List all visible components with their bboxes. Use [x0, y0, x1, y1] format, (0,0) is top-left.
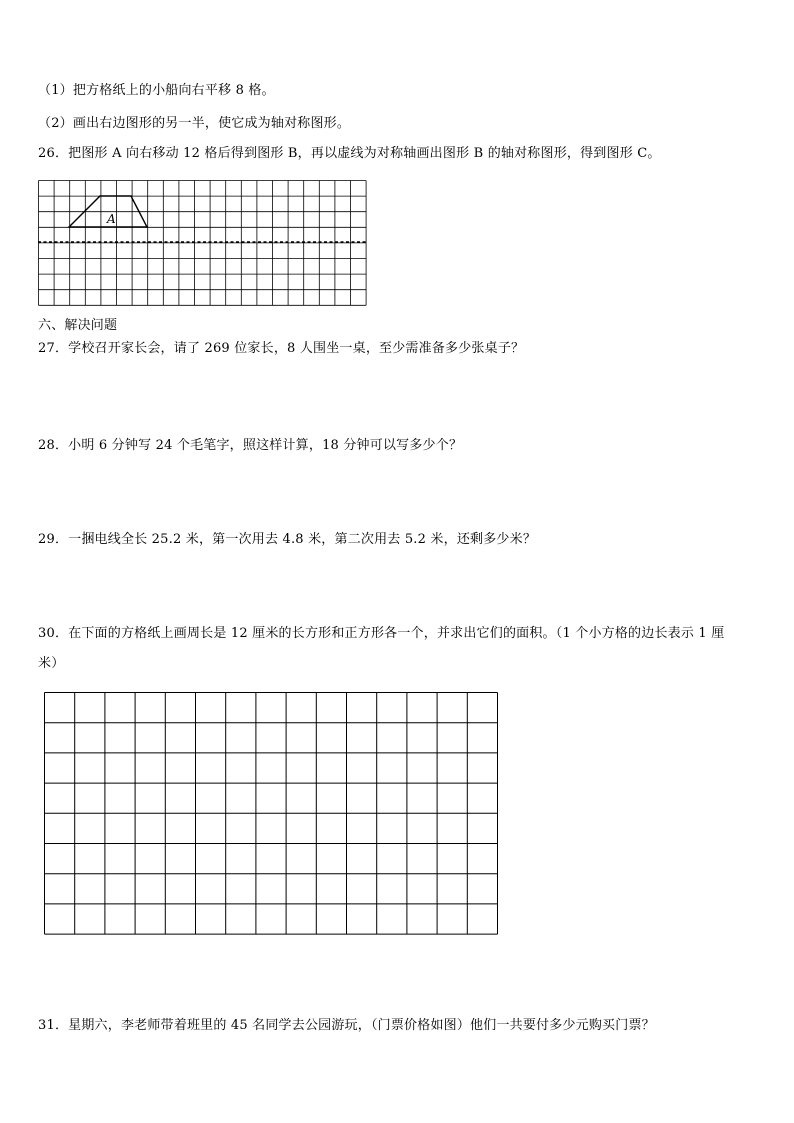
sub-question-1: （1）把方格纸上的小船向右平移 8 格。 — [38, 83, 275, 98]
grid-lines — [45, 693, 498, 935]
question-26: 26．把图形 A 向右移动 12 格后得到图形 B，再以虚线为对称轴画出图形 B 的轴对称图形，得到图形 C。 — [38, 146, 661, 161]
question-26-figure — [38, 180, 368, 306]
question-29: 29．一捆电线全长 25.2 米，第一次用去 4.8 米，第二次用去 5.2 米，还剩多少米？ — [38, 532, 537, 547]
question-31: 31．星期六，李老师带着班里的 45 名同学去公园游玩，（门票价格如图）他们一共要付多少元购买门票？ — [38, 1018, 655, 1033]
question-30-line-1: 30．在下面的方格纸上画周长是 12 厘米的长方形和正方形各一个，并求出它们的面积。（1 个小方格的边长表示 1 厘 — [38, 626, 725, 641]
question-26-grid — [38, 180, 368, 310]
question-30-graph-paper — [44, 692, 502, 938]
question-30-line-2: 米） — [38, 656, 65, 671]
question-28: 28．小明 6 分钟写 24 个毛笔字，照这样计算，18 分钟可以写多少个？ — [38, 438, 463, 453]
question-27: 27．学校召开家长会，请了 269 位家长，8 人围坐一桌，至少需准备多少张桌子？ — [38, 341, 525, 356]
section-heading: 六、解决问题 — [38, 318, 118, 333]
shape-a-label: A — [107, 212, 116, 226]
sub-question-2: （2）画出右边图形的另一半，使它成为轴对称图形。 — [38, 116, 351, 131]
question-30-grid — [44, 692, 502, 942]
grid-lines — [39, 181, 367, 306]
